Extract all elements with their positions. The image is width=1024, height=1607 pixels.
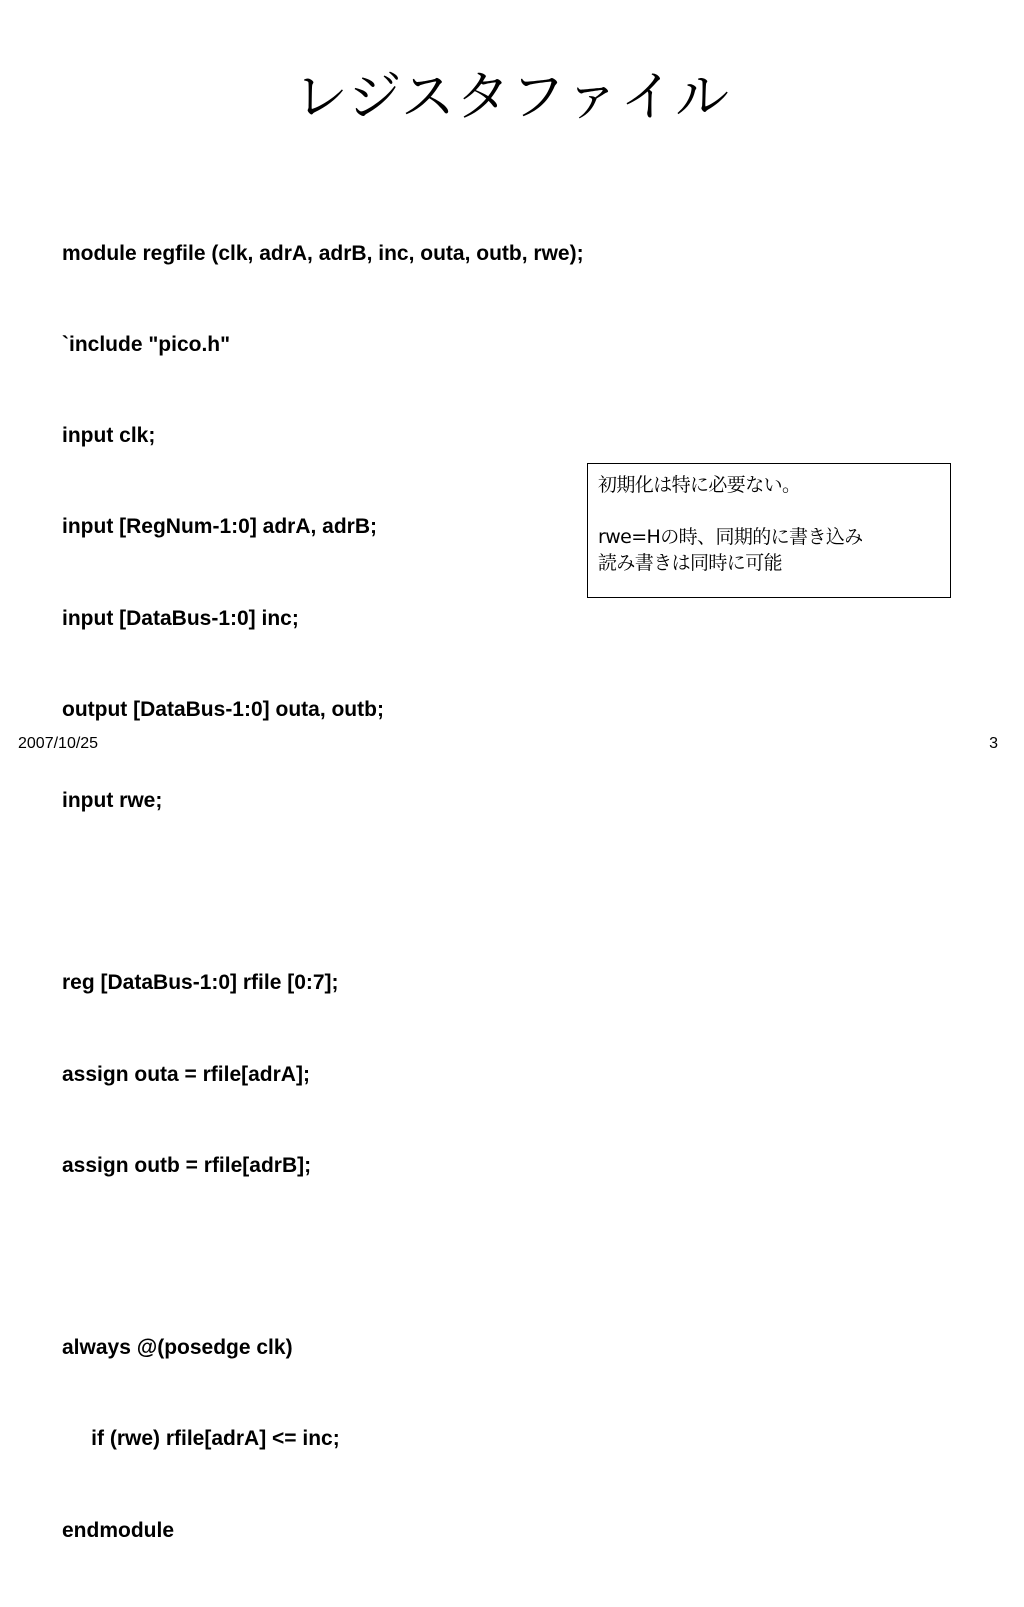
page-number: 3	[989, 735, 998, 752]
note-line: 初期化は特に必要ない。	[598, 474, 801, 496]
code-block	[62, 178, 584, 1607]
code-line: if (rwe) rfile[adrA] <= inc;	[62, 1427, 340, 1451]
code-line: output [DataBus-1:0] outa, outb;	[62, 697, 384, 721]
code-line: always @(posedge clk)	[62, 1336, 293, 1360]
code-line: input clk;	[62, 424, 156, 448]
slide-title: レジスタファイル	[294, 65, 730, 128]
code-line: input [DataBus-1:0] inc;	[62, 606, 299, 630]
code-line: assign outb = rfile[adrB];	[62, 1153, 312, 1177]
note-line-blank	[598, 498, 940, 524]
code-line: input [RegNum-1:0] adrA, adrB;	[62, 515, 377, 539]
note-box	[587, 463, 951, 598]
code-line: reg [DataBus-1:0] rfile [0:7];	[62, 971, 339, 995]
code-line: endmodule	[62, 1518, 175, 1542]
note-line: 読み書きは同時に可能	[598, 552, 783, 574]
code-line: assign outa = rfile[adrA];	[62, 1062, 310, 1086]
code-line: input rwe;	[62, 789, 163, 813]
footer-date: 2007/10/25	[18, 735, 99, 752]
code-line: module regfile (clk, adrA, adrB, inc, outa, outb, rwe);	[62, 241, 584, 265]
code-line-blank	[62, 1242, 584, 1272]
code-line-blank	[62, 877, 584, 907]
code-line: `include "pico.h"	[62, 333, 231, 357]
note-line: rwe=Hの時、同期的に書き込み	[598, 526, 863, 548]
